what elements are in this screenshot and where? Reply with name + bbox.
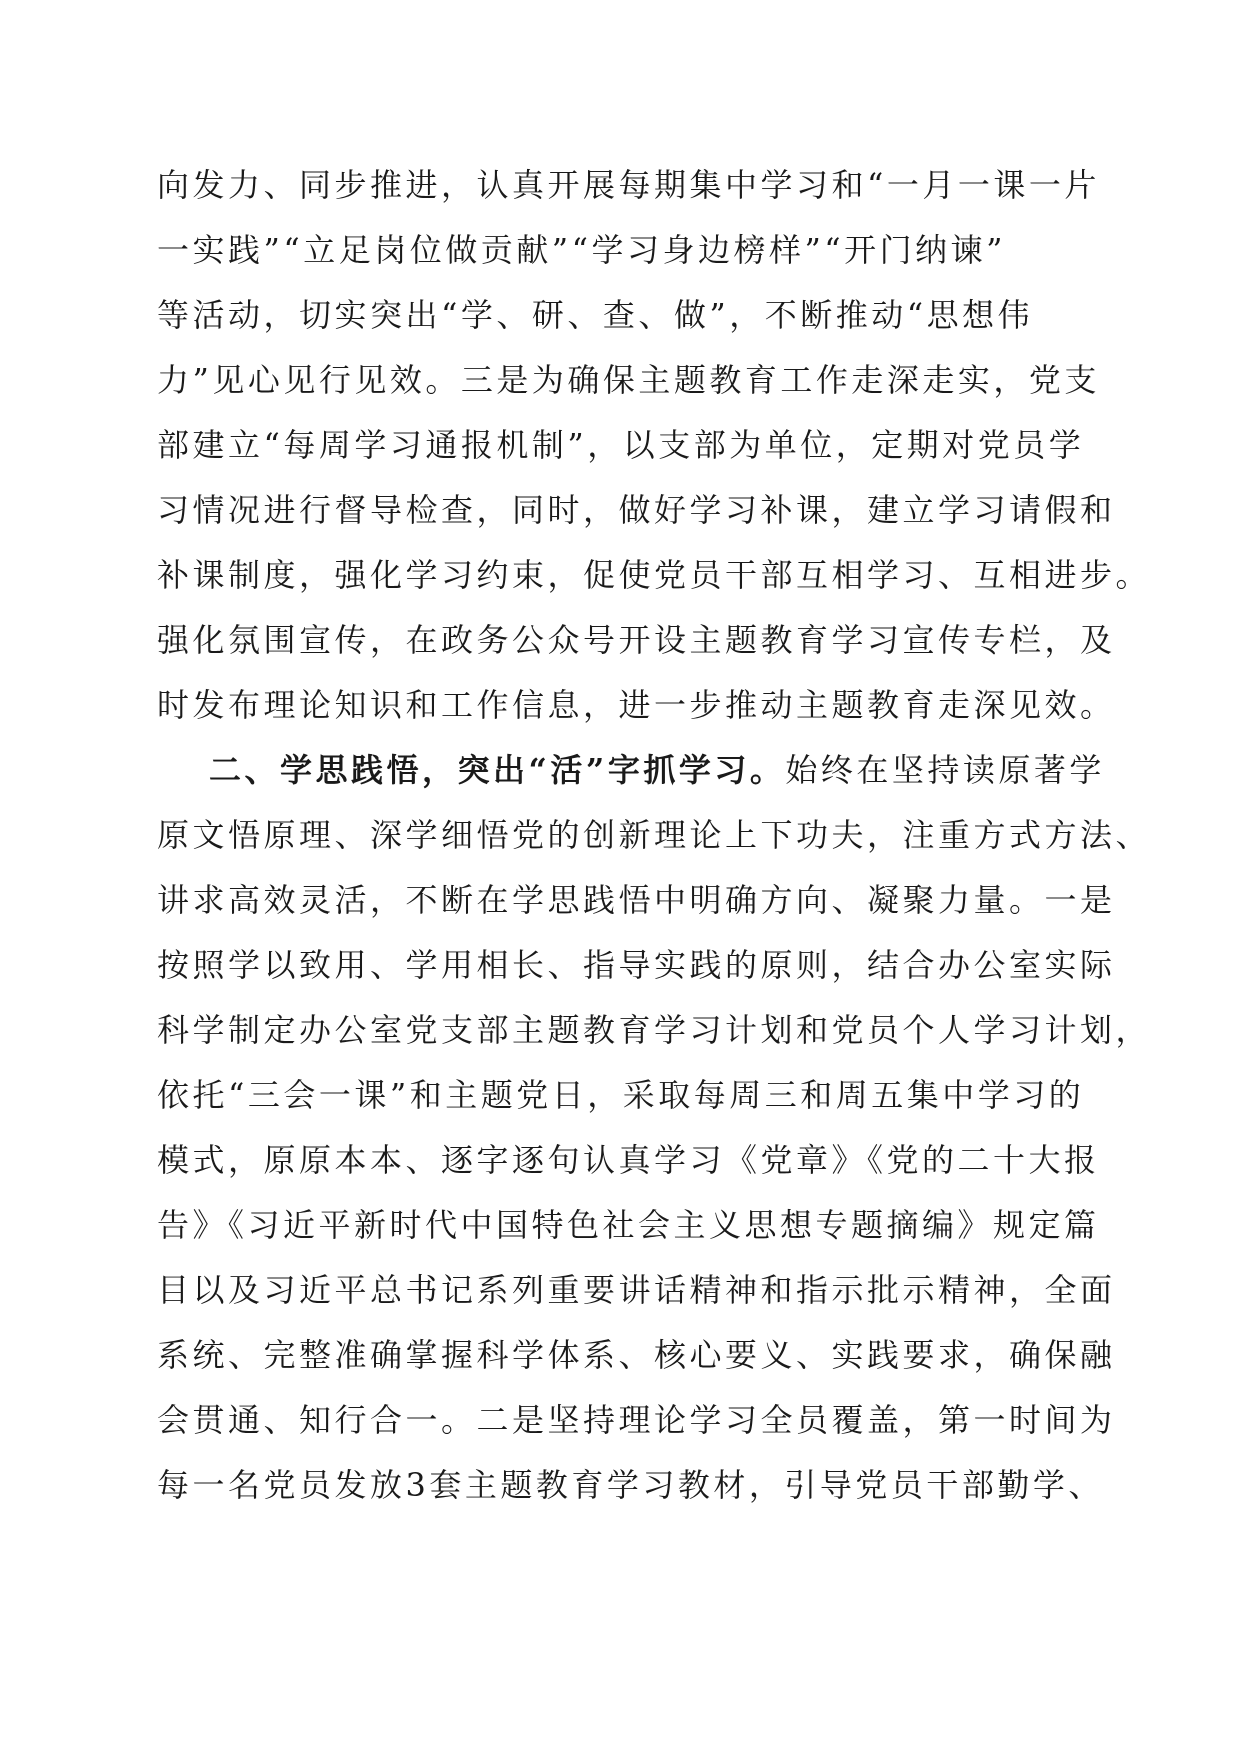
text-line: 时发布理论知识和工作信息，进一步推动主题教育走深见效。 [157,686,1116,724]
text-line: 每一名党员发放3套主题教育学习教材，引导党员干部勤学、 [157,1466,1104,1504]
text-line: 强化氛围宣传，在政务公众号开设主题教育学习宣传专栏，及 [157,621,1116,659]
text-line: 模式，原原本本、逐字逐句认真学习《党章》《党的二十大报 [157,1141,1100,1179]
text-line: 系统、完整准确掌握科学体系、核心要义、实践要求，确保融 [157,1336,1116,1374]
text-line: 科学制定办公室党支部主题教育学习计划和党员个人学习计划， [157,1011,1152,1049]
text-line: 依托“三会一课”和主题党日，采取每周三和周五集中学习的 [157,1076,1085,1114]
text-line: 告》《习近平新时代中国特色社会主义思想专题摘编》规定篇 [157,1206,1100,1244]
section-heading: 二、学思践悟，突出“活”字抓学习。 [209,751,786,789]
document-body [157,153,1152,1518]
section-first-line-text: 始终在坚持读原著学 [785,751,1105,789]
text-line: 力”见心见行见效。三是为确保主题教育工作走深走实，党支 [157,361,1100,399]
text-line: 补课制度，强化学习约束，促使党员干部互相学习、互相进步。 [157,556,1152,594]
text-line: 部建立“每周学习通报机制”，以支部为单位，定期对党员学 [157,426,1085,464]
text-line: 等活动，切实突出“学、研、查、做”，不断推动“思想伟 [157,296,1034,334]
text-line: 按照学以致用、学用相长、指导实践的原则，结合办公室实际 [157,946,1116,984]
text-line: 会贯通、知行合一。二是坚持理论学习全员覆盖，第一时间为 [157,1401,1116,1439]
text-line: 目以及习近平总书记系列重要讲话精神和指示批示精神，全面 [157,1271,1116,1309]
section-heading-line [157,738,1105,803]
text-line: 讲求高效灵活，不断在学思践悟中明确方向、凝聚力量。一是 [157,881,1116,919]
text-line: 向发力、同步推进，认真开展每期集中学习和“一月一课一片 [157,166,1100,204]
text-line: 一实践”“立足岗位做贡献”“学习身边榜样”“开门纳谏” [157,231,1007,269]
text-line: 习情况进行督导检查，同时，做好学习补课，建立学习请假和 [157,491,1116,529]
text-line: 原文悟原理、深学细悟党的创新理论上下功夫，注重方式方法、 [157,816,1152,854]
